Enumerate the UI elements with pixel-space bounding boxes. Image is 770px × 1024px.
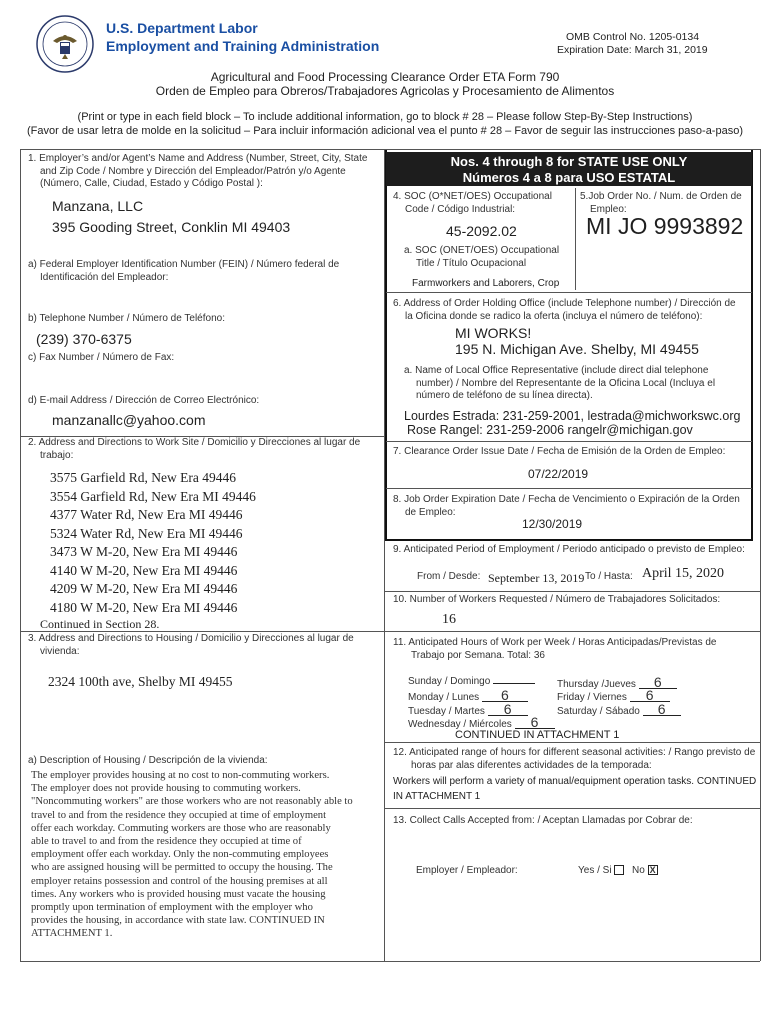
fax-label: c) Fax Number / Número de Fax: bbox=[28, 352, 175, 363]
agency-name-line1: U.S. Department Labor bbox=[106, 20, 258, 36]
wednesday-label: Wednesday / Miércoles bbox=[408, 719, 512, 730]
field-6-label bbox=[393, 298, 736, 323]
field-8-label bbox=[393, 494, 740, 519]
collect-yes-option[interactable] bbox=[578, 865, 624, 878]
sunday-hours-field[interactable] bbox=[408, 676, 535, 689]
email-label: d) E-mail Address / Dirección de Correo Electrónico: bbox=[28, 395, 260, 406]
friday-hours-value[interactable]: 6 bbox=[630, 689, 670, 702]
state-use-english: Nos. 4 through 8 for STATE USE ONLY bbox=[450, 154, 688, 169]
divider-field-12 bbox=[384, 742, 760, 743]
field-6-label-line2: la Oficina donde se radico la oferta (incluya el número de teléfono): bbox=[405, 310, 703, 322]
state-block-right-border bbox=[751, 150, 753, 540]
work-site-item[interactable]: 4180 W M-20, New Era MI 49446 bbox=[50, 599, 238, 615]
hours-continued-note: CONTINUED IN ATTACHMENT 1 bbox=[455, 729, 620, 741]
representative-2[interactable]: Rose Rangel: 231-259-2006 rangelr@michigan.gov bbox=[407, 423, 693, 437]
field-11-label-line1: 11. Anticipated Hours of Work per Week / Horas Anticipadas/Previstas de bbox=[393, 637, 717, 648]
office-address[interactable]: 195 N. Michigan Ave. Shelby, MI 49455 bbox=[455, 341, 699, 357]
tuesday-label: Tuesday / Martes bbox=[408, 706, 485, 717]
work-site-item[interactable]: 5324 Water Rd, New Era MI 49446 bbox=[50, 525, 243, 541]
field-3-label bbox=[28, 633, 354, 658]
field-11-label bbox=[393, 637, 717, 662]
field-6a-label-line1: a. Name of Local Office Representative (include direct dial telephone bbox=[404, 365, 709, 376]
omb-control-number: OMB Control No. 1205-0134 bbox=[566, 31, 700, 43]
work-site-item[interactable]: 4140 W M-20, New Era MI 49446 bbox=[50, 562, 238, 578]
housing-address[interactable]: 2324 100th ave, Shelby MI 49455 bbox=[48, 674, 233, 689]
field-12-label-line2: horas par alas diferentes actividades de la temporada: bbox=[411, 759, 652, 771]
form-title-english: Agricultural and Food Processing Clearance Order ETA Form 790 bbox=[210, 70, 560, 84]
field-5-label-line1: 5.Job Order No. / Num. de Orden de bbox=[580, 191, 742, 202]
divider-field-13 bbox=[384, 808, 760, 809]
omb-expiration-date: Expiration Date: March 31, 2019 bbox=[557, 44, 708, 56]
issue-date-value[interactable]: 07/22/2019 bbox=[528, 467, 589, 481]
saturday-label: Saturday / Sábado bbox=[557, 706, 640, 717]
to-label: To / Hasta: bbox=[585, 571, 633, 582]
employer-address[interactable]: 395 Gooding Street, Conklin MI 49403 bbox=[52, 219, 291, 235]
field-2-label-line1: 2. Address and Directions to Work Site / Domicilio y Direcciones al lugar de bbox=[28, 437, 361, 448]
housing-desc-line: provides the housing, in accordance with state law. CONTINUED IN bbox=[31, 915, 325, 927]
yes-checkbox[interactable] bbox=[614, 865, 624, 875]
field-5-label-line2: Empleo: bbox=[590, 203, 627, 215]
divider-field-4-5 bbox=[575, 188, 576, 290]
field-1-label-line1: 1. Employer’s and/or Agent’s Name and Address (Number, Street, City, State bbox=[28, 153, 368, 164]
fein-label-line2: Identificación del Empleador: bbox=[40, 271, 169, 283]
work-site-item[interactable]: 4209 W M-20, New Era MI 49446 bbox=[50, 581, 238, 596]
thursday-hours-value[interactable]: 6 bbox=[639, 676, 677, 689]
form-bottom-border bbox=[20, 961, 760, 962]
to-date-value[interactable]: April 15, 2020 bbox=[642, 566, 725, 581]
from-label: From / Desde: bbox=[417, 571, 481, 582]
divider-field-10 bbox=[384, 591, 760, 592]
sunday-label: Sunday / Domingo bbox=[408, 676, 491, 687]
thursday-label: Thursday /Jueves bbox=[557, 679, 636, 690]
work-site-item[interactable]: 3473 W M-20, New Era MI 49446 bbox=[50, 544, 238, 559]
field-6a-label-line2: number) / Nombre del Representante de la Oficina Local (Incluya el bbox=[416, 377, 716, 389]
employer-name[interactable]: Manzana, LLC bbox=[52, 198, 144, 214]
collect-no-option[interactable] bbox=[632, 865, 658, 878]
monday-label: Monday / Lunes bbox=[408, 692, 480, 703]
field-1-label bbox=[28, 153, 367, 191]
representative-1[interactable]: Lourdes Estrada: 231-259-2001, lestrada@michworkswc.org bbox=[404, 409, 741, 423]
seasonal-activities-text[interactable] bbox=[393, 774, 756, 804]
housing-desc-line: The employer does not provide housing to commuting workers. bbox=[31, 783, 301, 795]
field-4-label bbox=[393, 191, 552, 216]
work-sites-list bbox=[50, 469, 256, 617]
field-12-label-line1: 12. Anticipated range of hours for different seasonal activities: / Rango previsto de bbox=[393, 747, 756, 758]
office-name[interactable]: MI WORKS! bbox=[455, 325, 532, 341]
state-block-bottom-border bbox=[385, 539, 753, 541]
saturday-hours-field[interactable] bbox=[557, 703, 681, 719]
form-left-border bbox=[20, 149, 21, 961]
work-sites-continued: Continued in Section 28. bbox=[40, 617, 160, 631]
field-4a-label-line2: Title / Título Ocupacional bbox=[416, 257, 527, 269]
work-site-item[interactable]: 4377 Water Rd, New Era MI 49446 bbox=[50, 507, 243, 522]
email-value[interactable]: manzanallc@yahoo.com bbox=[52, 412, 206, 428]
form-top-border bbox=[20, 149, 760, 150]
field-6a-label-line3: número de teléfono de su línea directa). bbox=[416, 390, 593, 401]
housing-desc-line: employer retains possession and control of the housing premises at all bbox=[31, 875, 328, 887]
housing-desc-line: ATTACHMENT 1. bbox=[31, 928, 113, 940]
field-11-label-line2: Trabajo por Semana. Total: 36 bbox=[411, 649, 545, 661]
fein-label-line1: a) Federal Employer Identification Number (FEIN) / Número federal de bbox=[28, 259, 340, 270]
work-site-item[interactable]: 3575 Garfield Rd, New Era 49446 bbox=[50, 470, 236, 485]
field-2-label bbox=[28, 437, 360, 462]
seasonal-text-line2: IN ATTACHMENT 1 bbox=[393, 791, 481, 802]
housing-desc-line: The employer provides housing at no cost to non-commuting workers. bbox=[31, 770, 330, 781]
friday-label: Friday / Viernes bbox=[557, 692, 627, 703]
field-10-label: 10. Number of Workers Requested / Número de Trabajadores Solicitados: bbox=[393, 594, 721, 605]
field-6a-label bbox=[404, 365, 715, 403]
form-title-spanish: Orden de Empleo para Obreros/Trabajadores Agricolas y Procesamiento de Alimentos bbox=[155, 84, 615, 98]
divider-field-8 bbox=[386, 488, 752, 489]
housing-desc-line: travel to and from the residence they occupied at time of employment bbox=[31, 809, 327, 821]
field-1-label-line2: and Zip Code / Nombre y Dirección del Empleador/Patrón y/o Agente bbox=[40, 165, 346, 177]
tuesday-hours-value[interactable]: 6 bbox=[488, 703, 528, 716]
yes-label: Yes / Si bbox=[578, 865, 612, 876]
housing-desc-line: "Noncommuting workers" are those workers who are not reasonably able to bbox=[31, 796, 353, 808]
field-4-label-line2: Code / Código Industrial: bbox=[405, 203, 516, 215]
no-label: No bbox=[632, 865, 645, 876]
fein-label bbox=[28, 259, 339, 284]
saturday-hours-value[interactable]: 6 bbox=[643, 703, 681, 716]
divider-field-11 bbox=[384, 631, 760, 632]
sunday-hours-value[interactable] bbox=[493, 683, 535, 684]
field-3-label-line2: vivienda: bbox=[40, 645, 80, 657]
phone-value[interactable]: (239) 370-6375 bbox=[36, 331, 132, 347]
monday-hours-value[interactable]: 6 bbox=[482, 689, 528, 702]
field-1-label-line3: (Número, Calle, Ciudad, Estado y Código Postal ): bbox=[40, 178, 263, 189]
state-use-spanish: Números 4 a 8 para USO ESTATAL bbox=[462, 170, 676, 185]
state-use-header bbox=[386, 152, 752, 186]
field-6-label-line1: 6. Address of Order Holding Office (include Telephone number) / Dirección de bbox=[393, 298, 736, 309]
housing-desc-line: offer each workday. Commuting workers are those who are reasonably bbox=[31, 822, 331, 834]
from-date-value[interactable]: September 13, 2019 bbox=[488, 571, 585, 585]
field-4a-label bbox=[404, 245, 559, 270]
expiration-date-value[interactable]: 12/30/2019 bbox=[522, 517, 583, 531]
field-8-label-line2: de Empleo: bbox=[405, 506, 456, 518]
housing-desc-line: able to travel to and from the residence they occupied at time of bbox=[31, 836, 302, 848]
soc-title-value[interactable]: Farmworkers and Laborers, Crop bbox=[412, 278, 560, 289]
housing-desc-line: times. Any workers who is provided housing must vacate the housing bbox=[31, 888, 326, 900]
phone-label: b) Telephone Number / Número de Teléfono: bbox=[28, 313, 225, 324]
field-2-label-line2: trabajo: bbox=[40, 449, 74, 461]
dol-seal-logo bbox=[36, 15, 94, 73]
field-8-label-line1: 8. Job Order Expiration Date / Fecha de Vencimiento o Expiración de la Orden bbox=[393, 494, 740, 505]
field-3-label-line1: 3. Address and Directions to Housing / Domicilio y Direcciones al lugar de bbox=[28, 633, 354, 644]
instructions-spanish: (Favor de usar letra de molde en la solicitud – Para incluir información adicional vea el punto # 28 – Favor de seguir las instrucciones paso-a-paso) bbox=[27, 125, 743, 137]
divider-field-6 bbox=[386, 292, 752, 293]
housing-description[interactable] bbox=[31, 769, 353, 941]
soc-code-value[interactable]: 45-2092.02 bbox=[446, 223, 517, 239]
housing-desc-line: promptly upon termination of employment with the employer who bbox=[31, 902, 313, 914]
field-13-label: 13. Collect Calls Accepted from: / Aceptan Llamadas por Cobrar de: bbox=[393, 815, 693, 826]
housing-desc-line: employment offer each workday. Only the non-commuting employees bbox=[31, 849, 329, 861]
field-7-label: 7. Clearance Order Issue Date / Fecha de Emisión de la Orden de Empleo: bbox=[393, 446, 726, 457]
field-9-label: 9. Anticipated Period of Employment / Periodo anticipado o previsto de Empleo: bbox=[393, 544, 745, 555]
form-right-border bbox=[760, 149, 761, 961]
agency-name-line2: Employment and Training Administration bbox=[106, 38, 380, 54]
divider-field-7 bbox=[386, 441, 752, 442]
state-block-left-border bbox=[385, 150, 387, 540]
housing-desc-line: who are assigned housing will be permitted to occupy the housing. The bbox=[31, 862, 333, 874]
work-site-item[interactable]: 3554 Garfield Rd, New Era MI 49446 bbox=[50, 488, 256, 504]
seasonal-text-line1: Workers will perform a variety of manual/equipment operation tasks. CONTINUED bbox=[393, 776, 757, 787]
field-4a-label-line1: a. SOC (ONET/OES) Occupational bbox=[404, 245, 560, 256]
wednesday-hours-value[interactable]: 6 bbox=[515, 716, 555, 729]
employer-collect-label: Employer / Empleador: bbox=[416, 865, 518, 876]
field-4-label-line1: 4. SOC (O*NET/OES) Occupational bbox=[393, 191, 552, 202]
no-checkbox[interactable]: X bbox=[649, 865, 656, 876]
field-12-label bbox=[393, 747, 755, 772]
housing-description-label: a) Description of Housing / Descripción de la vivienda: bbox=[28, 755, 268, 766]
workers-requested-value[interactable]: 16 bbox=[442, 612, 456, 627]
instructions-english: (Print or type in each field block – To include additional information, go to block # 28 – Please follow Step-By-Step Instructions) bbox=[77, 111, 693, 123]
job-order-number[interactable]: MI JO 9993892 bbox=[586, 213, 744, 239]
